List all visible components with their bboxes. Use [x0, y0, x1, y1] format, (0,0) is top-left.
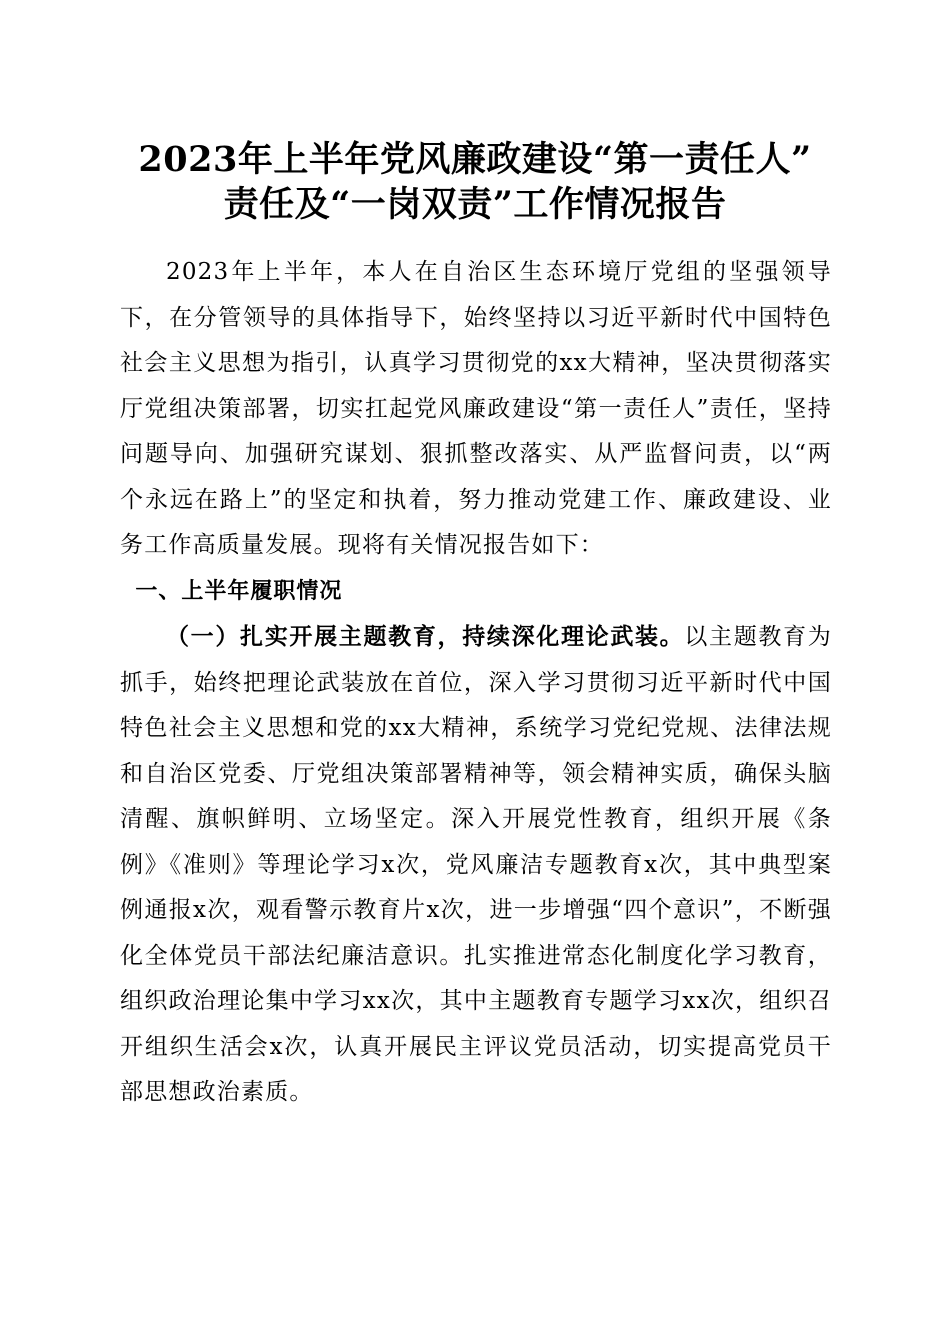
document-body [120, 250, 832, 1116]
subsection-body: 以主题教育为抓手，始终把理论武装放在首位，深入学习贯彻习近平新时代中国特色社会主义思想和党的xx大精神，系统学习党纪党规、法律法规和自治区党委、厅党组决策部署精神等，领会精神实质，确保头脑清醒、旗帜鲜明、立场坚定。深入开展党性教育，组织开展《条例》《准则》等理论学习x次，党风廉洁专题教育x次，其中典型案例通报x次，观看警示教育片x次，进一步增强“四个意识”，不断强化全体党员干部法纪廉洁意识。扎实推进常态化制度化学习教育，组织政治理论集中学习xx次，其中主题教育专题学习xx次，组织召开组织生活会x次，认真开展民主评议党员活动，切实提高党员干部思想政治素质。 [120, 624, 832, 1105]
subsection-paragraph [120, 614, 832, 1116]
document-title-line-2: 责任及“一岗双责”工作情况报告 [223, 184, 727, 225]
section-heading: 一、上半年履职情况 [135, 578, 343, 604]
intro-paragraph: 2023年上半年，本人在自治区生态环境厅党组的坚强领导下，在分管领导的具体指导下，始终坚持以习近平新时代中国特色社会主义思想为指引，认真学习贯彻党的xx大精神，坚决贯彻落实厅党组决策部署，切实扛起党风廉政建设“第一责任人”责任，坚持问题导向、加强研究谋划、狠抓整改落实、从严监督问责，以“两个永远在路上”的坚定和执着，努力推动党建工作、廉政建设、业务工作高质量发展。现将有关情况报告如下： [120, 259, 832, 558]
subsection-lead: （一）扎实开展主题教育，持续深化理论武装。 [166, 623, 685, 650]
document-title-line-1: 2023年上半年党风廉政建设“第一责任人” [138, 139, 812, 180]
